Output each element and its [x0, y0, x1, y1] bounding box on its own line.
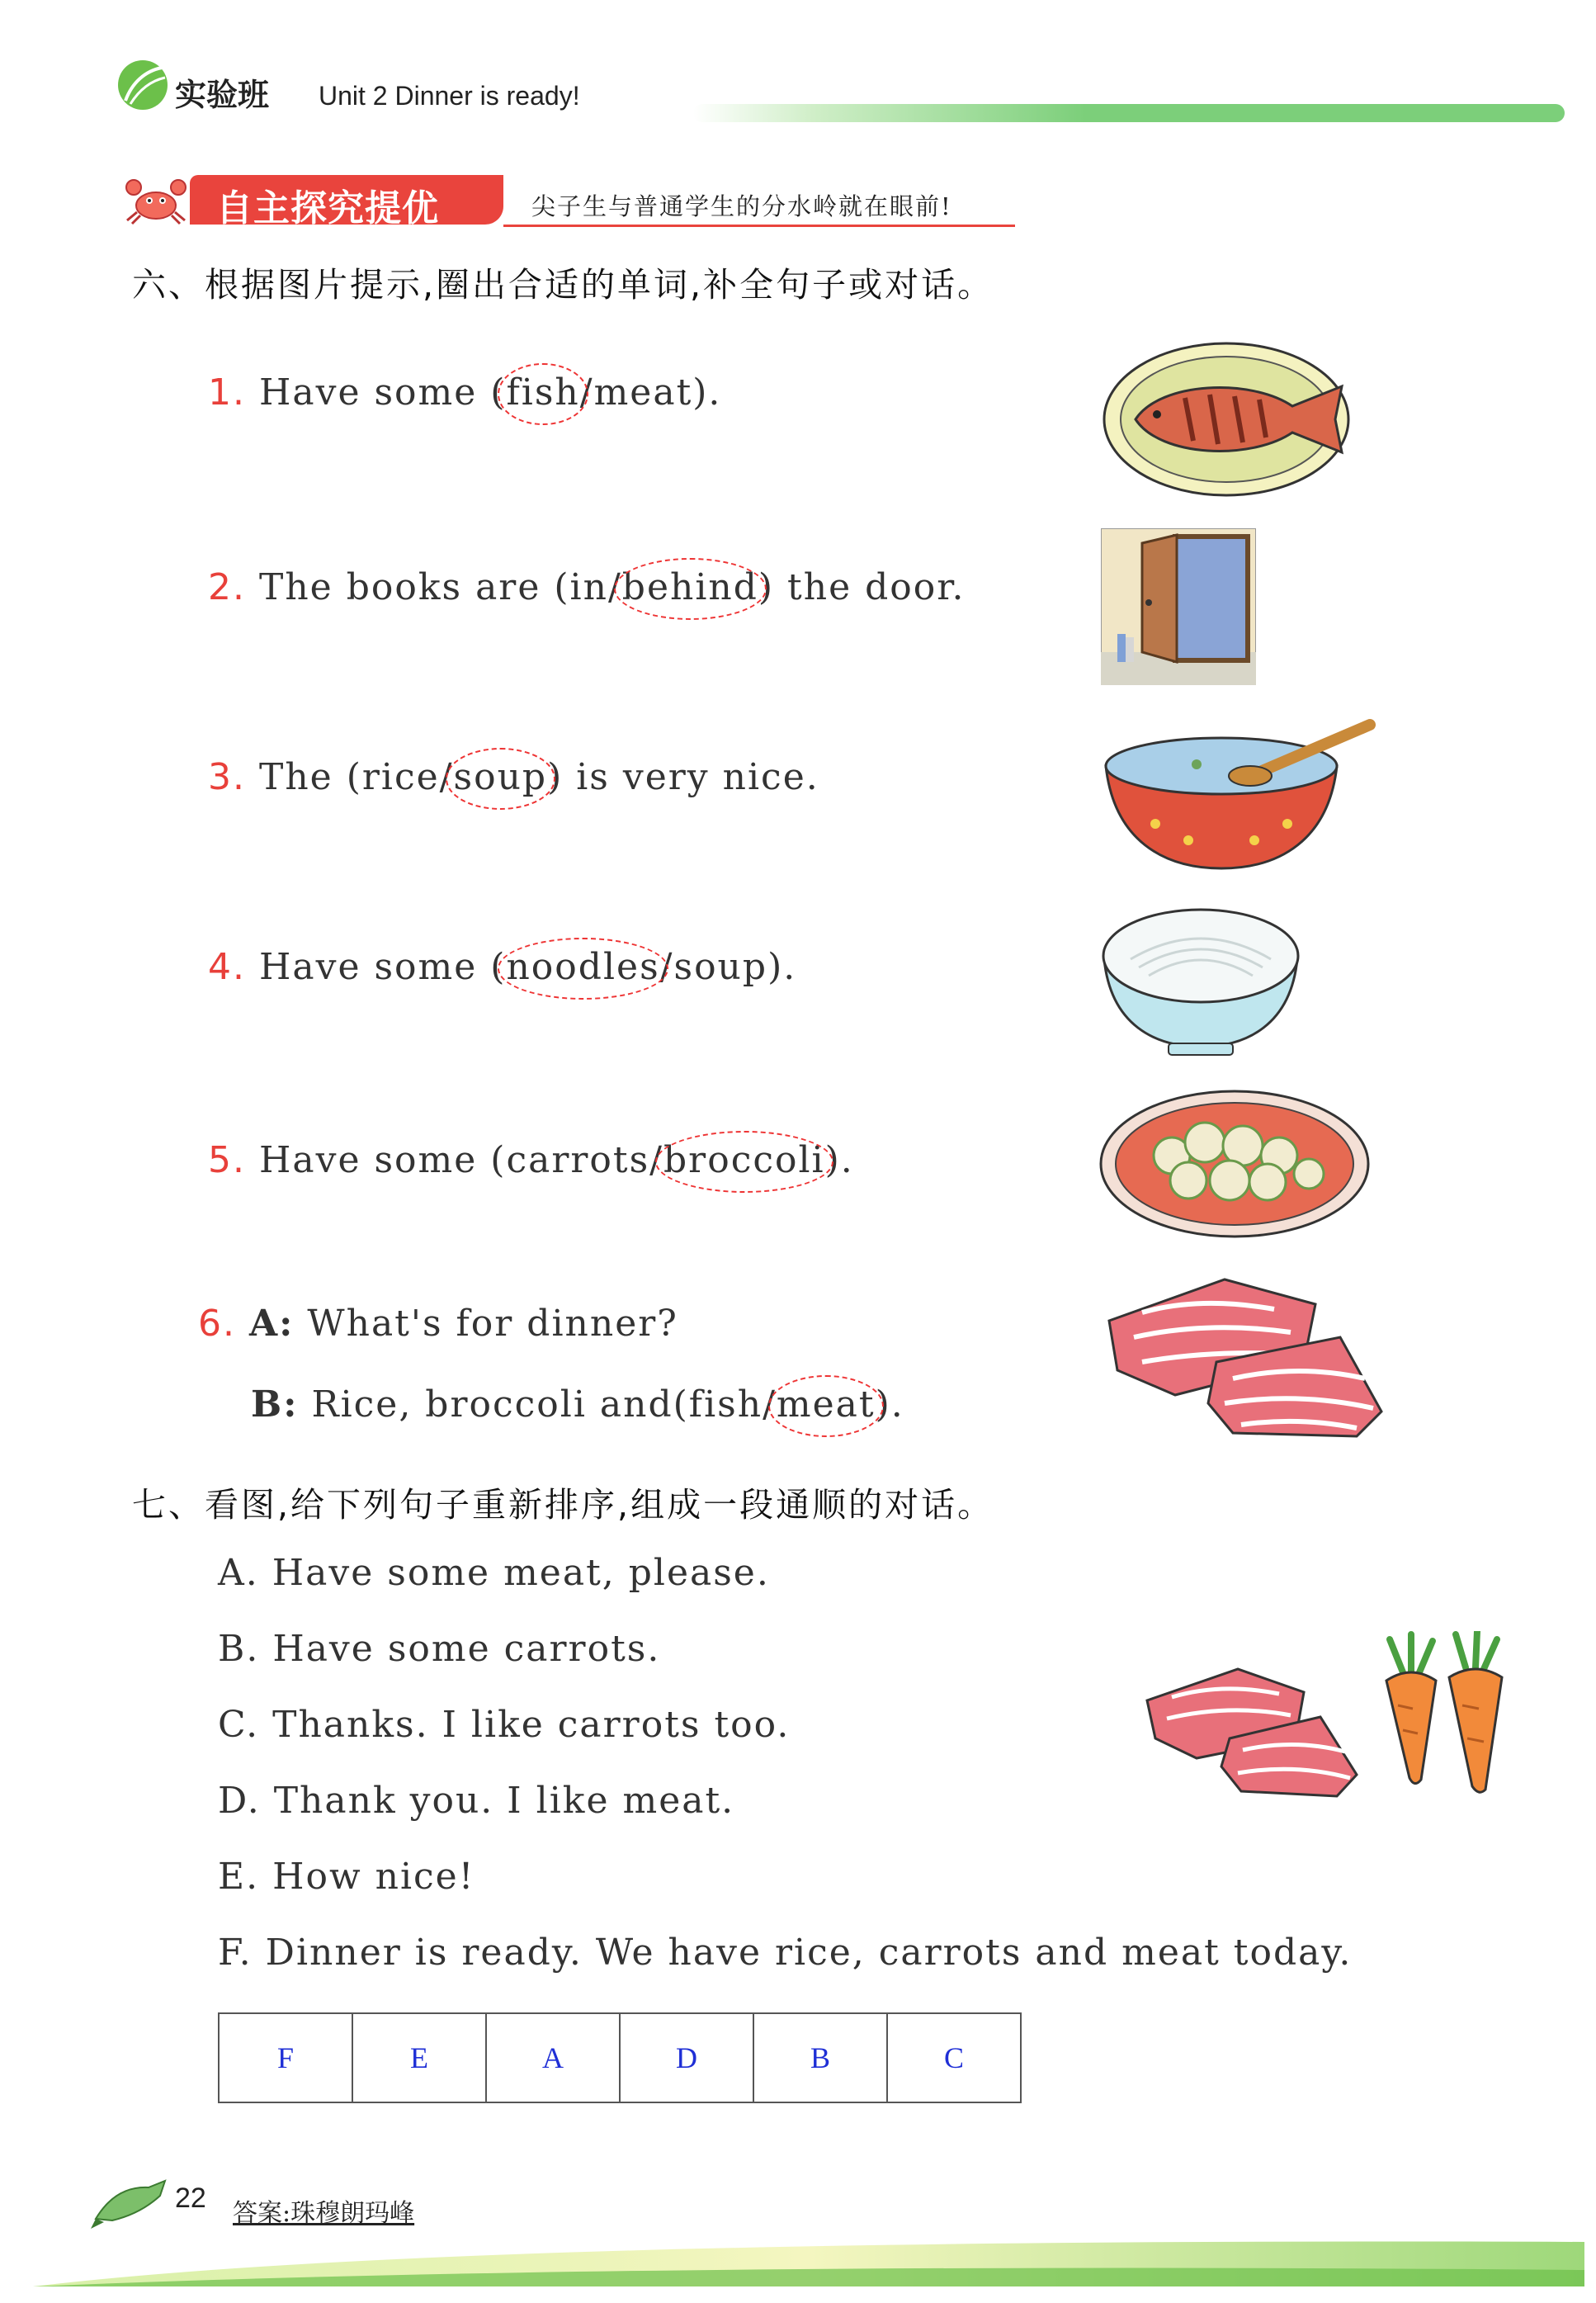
section6-heading: 六、根据图片提示,圈出合适的单词,补全句子或对话。 [132, 265, 994, 305]
option-letter: C. [218, 1704, 260, 1746]
option: in [569, 566, 608, 608]
fish-icon [1103, 340, 1358, 499]
question-item-2 [208, 566, 965, 608]
answer-cell[interactable]: F [219, 2013, 352, 2102]
leaf-logo-icon [116, 58, 170, 112]
item-text: The books are ( [258, 566, 570, 608]
question-item-5 [208, 1139, 854, 1181]
option-separator: / [439, 756, 454, 798]
question-item-6-line-a [198, 1303, 678, 1345]
circled-option: broccoli [663, 1139, 825, 1181]
item-text: Rice, broccoli and( [311, 1383, 689, 1426]
option-f [218, 1932, 1352, 1974]
answer-cell[interactable]: D [620, 2013, 753, 2102]
item-number: 2. [208, 566, 246, 608]
option-c [218, 1704, 790, 1746]
banner-underline [503, 225, 1015, 227]
dolphin-icon [91, 2178, 170, 2230]
option-e [218, 1856, 475, 1898]
option-a [218, 1552, 770, 1594]
option-separator: / [607, 566, 622, 608]
speaker-a-label: A: [248, 1303, 295, 1345]
item-text: Have some ( [258, 1139, 507, 1181]
answer-grid [218, 2012, 1022, 2103]
item-number: 1. [208, 371, 246, 414]
option: rice [361, 756, 440, 798]
noodle-bowl-icon [1098, 901, 1304, 1058]
option: fish [688, 1383, 763, 1426]
soup-bowl-icon [1098, 716, 1386, 873]
meat-icon [1139, 1659, 1362, 1799]
answer-cell[interactable]: B [753, 2013, 887, 2102]
broccoli-plate-icon [1098, 1088, 1372, 1240]
option-separator: / [649, 1139, 663, 1181]
item-number: 4. [208, 946, 246, 988]
meat-icon [1093, 1271, 1386, 1445]
item-number: 5. [208, 1139, 246, 1181]
banner-title: 自主探究提优 [216, 187, 439, 229]
circled-option: soup [453, 756, 548, 798]
item-text: The ( [258, 756, 362, 798]
answer-cell[interactable]: E [352, 2013, 486, 2102]
option-text: Thank you. I like meat. [273, 1780, 735, 1822]
circled-option: meat [776, 1383, 876, 1426]
item-text: ). [824, 1139, 854, 1181]
item-text: What's for dinner? [307, 1303, 678, 1345]
circled-option: behind [621, 566, 758, 608]
item-number: 6. [198, 1303, 236, 1345]
unit-title: Unit 2 Dinner is ready! [319, 81, 580, 111]
option-b [218, 1628, 660, 1670]
answer-row [219, 2013, 1021, 2102]
item-text: Have some ( [258, 946, 507, 988]
banner-slogan: 尖子生与普通学生的分水岭就在眼前! [531, 192, 952, 220]
option-text: Dinner is ready. We have rice, carrots and meat today. [265, 1932, 1353, 1974]
option-text: Have some meat, please. [272, 1552, 770, 1594]
question-item-6-line-b [251, 1383, 904, 1426]
item-text: ). [767, 946, 797, 988]
option-separator: / [579, 371, 594, 414]
question-item-4 [208, 946, 796, 988]
option-text: Have some carrots. [272, 1628, 661, 1670]
carrots-icon [1370, 1631, 1510, 1796]
option: meat [593, 371, 693, 414]
circled-option: fish [506, 371, 580, 414]
item-text: ) is very nice. [547, 756, 819, 798]
answer-cell[interactable]: C [887, 2013, 1021, 2102]
item-text: ) the door. [758, 566, 966, 608]
item-text: Have some ( [258, 371, 507, 414]
question-item-1 [208, 371, 721, 414]
circled-option: noodles [506, 946, 660, 988]
option-letter: A. [218, 1552, 259, 1594]
footer-decor-wave [33, 2237, 1584, 2286]
item-number: 3. [208, 756, 246, 798]
question-item-3 [208, 756, 819, 798]
speaker-b-label: B: [251, 1383, 299, 1426]
option-separator: / [659, 946, 674, 988]
option-letter: F. [218, 1932, 253, 1974]
brand-name: 实验班 [175, 77, 270, 113]
header-decor-bar [693, 104, 1565, 122]
option-letter: B. [218, 1628, 260, 1670]
answer-cell[interactable]: A [486, 2013, 620, 2102]
page-number: 22 [175, 2182, 206, 2214]
item-text: ). [875, 1383, 904, 1426]
option-text: Thanks. I like carrots too. [272, 1704, 791, 1746]
option-separator: / [763, 1383, 777, 1426]
section7-heading: 七、看图,给下列句子重新排序,组成一段通顺的对话。 [132, 1485, 994, 1525]
option: carrots [506, 1139, 650, 1181]
option-text: How nice! [272, 1856, 475, 1898]
option-letter: E. [218, 1856, 260, 1898]
option: soup [673, 946, 768, 988]
option-letter: D. [218, 1780, 261, 1822]
door-icon [1101, 528, 1256, 685]
option-d [218, 1780, 734, 1822]
item-text: ). [692, 371, 722, 414]
crab-icon [124, 176, 188, 225]
footer-note: 答案:珠穆朗玛峰 [233, 2199, 415, 2228]
